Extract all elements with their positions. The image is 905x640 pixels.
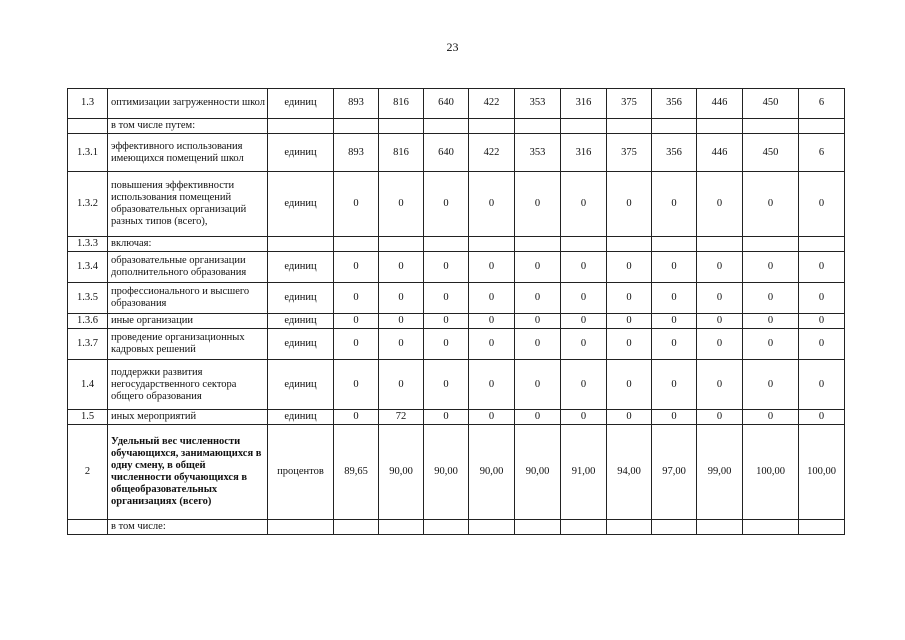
value-cell: 356 — [652, 134, 697, 172]
row-description: включая: — [108, 237, 268, 252]
row-description: иные организации — [108, 314, 268, 329]
value-cell: 316 — [561, 134, 607, 172]
table-row — [68, 314, 845, 329]
value-cell: 0 — [799, 360, 845, 410]
value-cell: 0 — [424, 360, 469, 410]
value-cell: 356 — [652, 89, 697, 119]
value-cell: 450 — [743, 89, 799, 119]
value-cell — [607, 237, 652, 252]
value-cell: 90,00 — [424, 425, 469, 520]
value-cell — [469, 237, 515, 252]
value-cell: 0 — [697, 410, 743, 425]
row-unit: процентов — [268, 425, 334, 520]
value-cell: 0 — [652, 283, 697, 314]
row-description: в том числе путем: — [108, 119, 268, 134]
value-cell — [424, 520, 469, 535]
row-description: образовательные организации дополнительного образования — [108, 252, 268, 283]
row-unit — [268, 237, 334, 252]
value-cell — [515, 520, 561, 535]
value-cell — [469, 520, 515, 535]
row-description: профессионального и высшего образования — [108, 283, 268, 314]
value-cell: 0 — [379, 283, 424, 314]
row-description: Удельный вес численности обучающихся, занимающихся в одну смену, в общей численности обучающихся в общеобразовательных организациях (всего) — [108, 425, 268, 520]
table-row — [68, 425, 845, 520]
value-cell — [424, 237, 469, 252]
row-code: 1.3.4 — [68, 252, 108, 283]
value-cell: 0 — [561, 360, 607, 410]
row-description: оптимизации загруженности школ — [108, 89, 268, 119]
value-cell: 0 — [799, 410, 845, 425]
value-cell: 0 — [743, 410, 799, 425]
value-cell: 0 — [334, 360, 379, 410]
value-cell: 100,00 — [743, 425, 799, 520]
value-cell: 450 — [743, 134, 799, 172]
value-cell: 0 — [334, 283, 379, 314]
table-row — [68, 329, 845, 360]
table-row — [68, 252, 845, 283]
value-cell: 94,00 — [607, 425, 652, 520]
value-cell: 0 — [743, 329, 799, 360]
table-row — [68, 172, 845, 237]
value-cell: 0 — [379, 314, 424, 329]
value-cell: 0 — [561, 172, 607, 237]
value-cell — [515, 237, 561, 252]
value-cell: 90,00 — [515, 425, 561, 520]
value-cell: 89,65 — [334, 425, 379, 520]
value-cell: 0 — [697, 252, 743, 283]
value-cell: 0 — [799, 172, 845, 237]
row-unit: единиц — [268, 172, 334, 237]
value-cell: 0 — [607, 283, 652, 314]
value-cell: 0 — [334, 252, 379, 283]
value-cell: 0 — [607, 329, 652, 360]
value-cell: 0 — [743, 283, 799, 314]
value-cell — [607, 520, 652, 535]
value-cell: 0 — [607, 410, 652, 425]
row-description: эффективного использования имеющихся помещений школ — [108, 134, 268, 172]
row-description: в том числе: — [108, 520, 268, 535]
value-cell — [743, 520, 799, 535]
value-cell: 0 — [697, 329, 743, 360]
value-cell: 0 — [743, 360, 799, 410]
value-cell: 99,00 — [697, 425, 743, 520]
row-unit — [268, 119, 334, 134]
row-code: 1.3.2 — [68, 172, 108, 237]
value-cell: 893 — [334, 134, 379, 172]
page-number: 23 — [446, 40, 459, 54]
value-cell: 640 — [424, 134, 469, 172]
row-description: проведение организационных кадровых решений — [108, 329, 268, 360]
value-cell: 0 — [334, 172, 379, 237]
value-cell — [561, 119, 607, 134]
row-description: иных мероприятий — [108, 410, 268, 425]
value-cell: 0 — [515, 360, 561, 410]
row-code: 1.3.5 — [68, 283, 108, 314]
value-cell: 375 — [607, 134, 652, 172]
value-cell: 0 — [424, 410, 469, 425]
value-cell: 0 — [515, 252, 561, 283]
row-unit: единиц — [268, 89, 334, 119]
value-cell: 0 — [561, 283, 607, 314]
row-code — [68, 520, 108, 535]
value-cell: 0 — [469, 314, 515, 329]
value-cell: 0 — [379, 360, 424, 410]
value-cell: 0 — [561, 314, 607, 329]
value-cell: 816 — [379, 134, 424, 172]
value-cell: 0 — [469, 410, 515, 425]
value-cell: 316 — [561, 89, 607, 119]
row-code: 1.3.3 — [68, 237, 108, 252]
value-cell: 0 — [469, 329, 515, 360]
value-cell: 0 — [379, 252, 424, 283]
value-cell — [799, 237, 845, 252]
value-cell: 0 — [515, 329, 561, 360]
value-cell: 0 — [607, 360, 652, 410]
row-description: повышения эффективности использования помещений образовательных организаций разных типов (всего), — [108, 172, 268, 237]
value-cell: 0 — [697, 314, 743, 329]
value-cell: 0 — [561, 410, 607, 425]
value-cell — [697, 119, 743, 134]
value-cell — [515, 119, 561, 134]
value-cell: 0 — [561, 329, 607, 360]
value-cell: 353 — [515, 89, 561, 119]
value-cell: 0 — [334, 314, 379, 329]
value-cell: 0 — [424, 252, 469, 283]
value-cell: 91,00 — [561, 425, 607, 520]
table-body — [68, 89, 845, 535]
value-cell: 0 — [334, 410, 379, 425]
value-cell: 422 — [469, 134, 515, 172]
row-unit: единиц — [268, 410, 334, 425]
value-cell — [379, 237, 424, 252]
value-cell: 0 — [424, 314, 469, 329]
value-cell: 816 — [379, 89, 424, 119]
row-code: 1.4 — [68, 360, 108, 410]
value-cell — [799, 520, 845, 535]
value-cell: 0 — [607, 314, 652, 329]
row-unit: единиц — [268, 283, 334, 314]
value-cell — [424, 119, 469, 134]
value-cell: 6 — [799, 89, 845, 119]
row-code — [68, 119, 108, 134]
value-cell: 893 — [334, 89, 379, 119]
value-cell — [334, 520, 379, 535]
table-row — [68, 410, 845, 425]
value-cell — [652, 520, 697, 535]
value-cell — [652, 237, 697, 252]
value-cell: 0 — [799, 314, 845, 329]
value-cell: 0 — [652, 360, 697, 410]
value-cell: 0 — [515, 172, 561, 237]
value-cell: 0 — [652, 252, 697, 283]
value-cell: 446 — [697, 134, 743, 172]
value-cell — [561, 520, 607, 535]
value-cell: 0 — [334, 329, 379, 360]
table-row — [68, 89, 845, 119]
value-cell: 0 — [607, 172, 652, 237]
row-description: поддержки развития негосударственного сектора общего образования — [108, 360, 268, 410]
value-cell: 0 — [743, 172, 799, 237]
value-cell: 72 — [379, 410, 424, 425]
value-cell: 6 — [799, 134, 845, 172]
value-cell: 0 — [469, 283, 515, 314]
value-cell: 0 — [469, 172, 515, 237]
value-cell: 90,00 — [379, 425, 424, 520]
value-cell: 0 — [697, 360, 743, 410]
value-cell: 0 — [799, 252, 845, 283]
value-cell: 0 — [743, 252, 799, 283]
row-code: 1.3 — [68, 89, 108, 119]
table-row — [68, 520, 845, 535]
value-cell — [379, 119, 424, 134]
value-cell — [334, 237, 379, 252]
row-unit: единиц — [268, 252, 334, 283]
value-cell: 0 — [743, 314, 799, 329]
value-cell: 422 — [469, 89, 515, 119]
value-cell — [379, 520, 424, 535]
row-code: 1.5 — [68, 410, 108, 425]
row-code: 2 — [68, 425, 108, 520]
value-cell: 0 — [379, 172, 424, 237]
table-row — [68, 237, 845, 252]
value-cell: 0 — [697, 283, 743, 314]
row-unit: единиц — [268, 314, 334, 329]
row-code: 1.3.7 — [68, 329, 108, 360]
value-cell: 0 — [799, 329, 845, 360]
row-unit: единиц — [268, 329, 334, 360]
value-cell — [652, 119, 697, 134]
value-cell: 0 — [424, 172, 469, 237]
value-cell — [607, 119, 652, 134]
value-cell: 0 — [424, 283, 469, 314]
value-cell — [743, 237, 799, 252]
value-cell: 100,00 — [799, 425, 845, 520]
value-cell — [561, 237, 607, 252]
row-code: 1.3.6 — [68, 314, 108, 329]
value-cell: 446 — [697, 89, 743, 119]
value-cell: 0 — [652, 172, 697, 237]
value-cell — [697, 237, 743, 252]
value-cell — [334, 119, 379, 134]
table-row — [68, 360, 845, 410]
value-cell: 0 — [652, 314, 697, 329]
value-cell: 353 — [515, 134, 561, 172]
value-cell — [743, 119, 799, 134]
row-code: 1.3.1 — [68, 134, 108, 172]
value-cell: 0 — [652, 329, 697, 360]
value-cell: 0 — [561, 252, 607, 283]
value-cell: 97,00 — [652, 425, 697, 520]
value-cell: 0 — [424, 329, 469, 360]
value-cell: 0 — [697, 172, 743, 237]
value-cell: 0 — [799, 283, 845, 314]
table-row — [68, 119, 845, 134]
value-cell: 0 — [515, 283, 561, 314]
value-cell: 375 — [607, 89, 652, 119]
value-cell: 90,00 — [469, 425, 515, 520]
value-cell: 0 — [379, 329, 424, 360]
indicators-table — [67, 88, 845, 535]
value-cell — [469, 119, 515, 134]
value-cell — [799, 119, 845, 134]
value-cell: 0 — [469, 252, 515, 283]
row-unit: единиц — [268, 360, 334, 410]
row-unit: единиц — [268, 134, 334, 172]
value-cell: 0 — [515, 410, 561, 425]
row-unit — [268, 520, 334, 535]
table-row — [68, 283, 845, 314]
value-cell: 0 — [469, 360, 515, 410]
value-cell: 0 — [515, 314, 561, 329]
value-cell: 0 — [652, 410, 697, 425]
value-cell: 640 — [424, 89, 469, 119]
value-cell — [697, 520, 743, 535]
table-row — [68, 134, 845, 172]
value-cell: 0 — [607, 252, 652, 283]
